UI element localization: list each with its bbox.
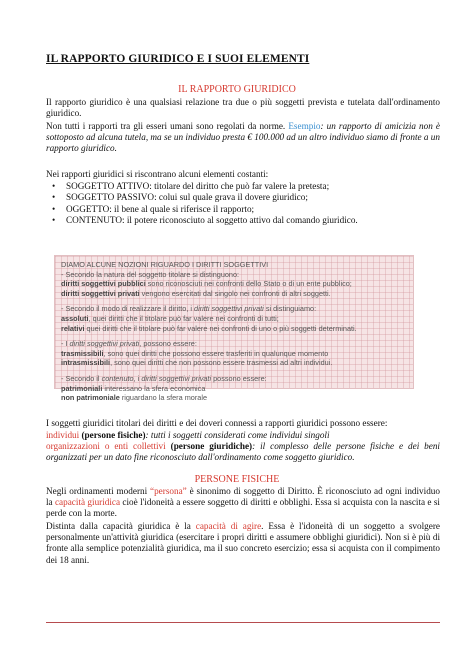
term-persona: “persona”	[150, 486, 187, 496]
bullet-icon: •	[52, 214, 56, 225]
document-title: IL RAPPORTO GIURIDICO E I SUOI ELEMENTI	[46, 53, 310, 65]
note-line: - Secondo il modo di realizzare il diritto, i diritti soggettivi privati si distinguiamo:	[61, 304, 317, 314]
paragraph-individui: individui (persone fisiche): tutti i soggetti considerati come individui singoli	[46, 430, 330, 440]
diritti-soggettivi-note-box	[54, 255, 414, 403]
note-line: - Secondo il contenuto, i diritti soggettivi privati possono essere:	[61, 373, 267, 383]
note-line: non patrimoniale riguardano la sfera morale	[61, 393, 207, 403]
note-line: intrasmissibili, sono quei diritti che non possono essere trasmessi ad altri individui.	[61, 358, 333, 368]
paragraph-capacita-di-agire: Distinta dalla capacità giuridica è la capacità di agire. Essa è l'idoneità di un soggetto a svolgere personalmente un'attività giuridica (esercitare i propri diritti e assumere obblighi giuridici). Non si è più di fronte alla semplice potenzialità giuridica, ma il suo concreto esercizio; essa si acquista con il compimento dei 18 anni.	[46, 521, 440, 565]
note-box-title: DIAMO ALCUNE NOZIONI RIGUARDO I DIRITTI SOGGETTIVI	[61, 260, 269, 269]
paragraph-capacita-giuridica: Negli ordinamenti moderni “persona” è sinonimo di soggetto di Diritto. È riconosciuto ad ogni individuo la capacità giuridica cioè l'idoneità a essere soggetto di diritti e obblighi. Essa si acquista con la nascita e si perde con la morte.	[46, 486, 440, 519]
section-heading-rapporto-giuridico: IL RAPPORTO GIURIDICO	[178, 84, 296, 95]
note-line: relativi quei diritti che il titolare può far valere nei confronti di uno o più soggetti determinati.	[61, 323, 357, 333]
bullet-icon: •	[52, 203, 56, 214]
term-capacita-di-agire: capacità di agire	[195, 521, 262, 531]
note-line: patrimoniali interessano la sfera economica	[61, 383, 206, 393]
paragraph-organizzazioni: organizzazioni o enti collettivi (persone giuridiche): il complesso delle persone fisiche e dei beni organizzati per un dato fine riconosciuto dall'ordinamento come soggetto giuridico.	[46, 441, 440, 463]
note-line: trasmissibili, sono quei diritti che possono essere trasferiti in qualunque momento	[61, 348, 329, 358]
footer-divider	[46, 622, 440, 623]
section-heading-persone-fisiche: PERSONE FISICHE	[194, 474, 280, 485]
paragraph-example	[46, 121, 440, 155]
example-label: Esempio	[288, 121, 321, 131]
example-text: : un rapporto di amicizia non è sottoposto ad alcuna tutela, ma se un individuo presta € 100.000 ad un altro individuo siamo di fronte a un rapporto giuridico.	[46, 121, 440, 154]
list-item: • OGGETTO: il bene al quale si riferisce il rapporto;	[52, 203, 255, 214]
bullet-icon: •	[52, 192, 56, 203]
term-individui: individui	[46, 430, 80, 440]
example-lead-text: Non tutti i rapporti tra gli esseri umani sono regolati da norme.	[46, 121, 289, 131]
note-line: - Secondo la natura del soggetto titolare si distinguono:	[61, 269, 240, 279]
term-capacita-giuridica: capacità giuridica	[54, 497, 121, 508]
bullet-icon: •	[52, 181, 56, 191]
paragraph-soggetti-giuridici: I soggetti giuridici titolari dei diritti e dei doveri connessi a rapporti giuridici possono essere:	[46, 418, 388, 428]
list-item: • CONTENUTO: il potere riconosciuto al soggetto attivo dal comando giuridico.	[52, 214, 358, 225]
note-line: diritti soggettivi privati vengono esercitati dal singolo nei confronti di altri soggetti.	[61, 288, 331, 298]
note-line: assoluti, quei diritti che il titolare può far valere nei confronti di tutti;	[61, 313, 279, 323]
term-organizzazioni: organizzazioni o enti collettivi	[46, 441, 166, 451]
paragraph-elements-intro: Nei rapporti giuridici si riscontrano alcuni elementi costanti:	[46, 169, 269, 179]
note-line: diritti soggettivi pubblici sono riconosciuti nei confronti dello Stato o di un ente pubblico;	[61, 279, 352, 289]
paragraph-definition: Il rapporto giuridico è una qualsiasi relazione tra due o più soggetti prevista e tutelata dall'ordinamento giuridico.	[46, 97, 440, 119]
note-line: - I diritti soggettivi privati, possono essere:	[61, 339, 197, 349]
list-item: • SOGGETTO ATTIVO: titolare del diritto che può far valere la pretesta;	[52, 181, 330, 191]
elements-list	[46, 181, 440, 226]
list-item: • SOGGETTO PASSIVO: colui sul quale grava il dovere giuridico;	[52, 192, 308, 203]
